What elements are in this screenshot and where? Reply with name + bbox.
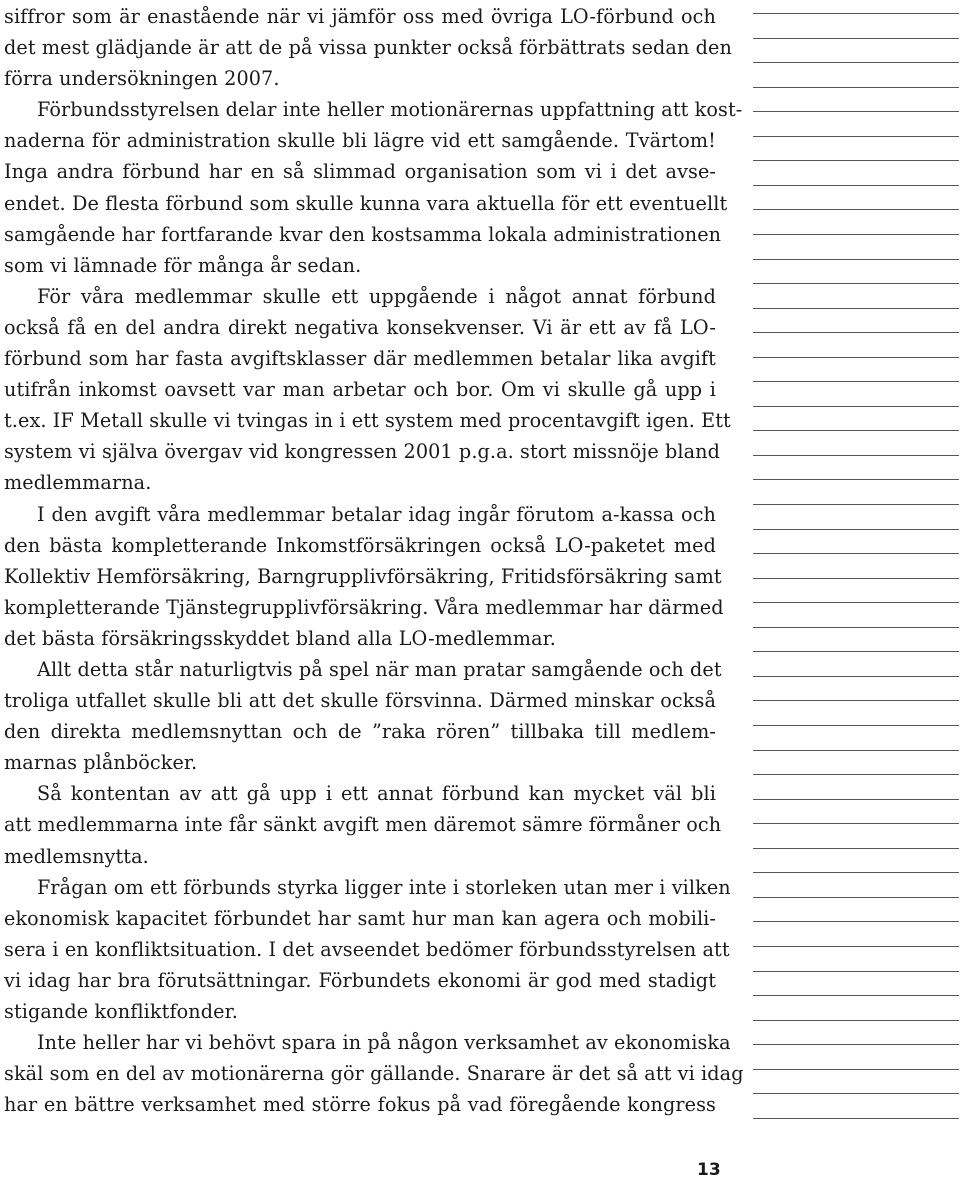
text-line: t.ex. IF Metall skulle vi tvingas in i ett system med procentavgift igen. Ett bbox=[4, 409, 731, 433]
text-line: endet. De flesta förbund som skulle kunna vara aktuella för ett eventuellt bbox=[4, 191, 728, 215]
note-line bbox=[753, 504, 959, 505]
note-line bbox=[753, 209, 959, 210]
text-line: medlemmarna. bbox=[4, 471, 152, 495]
note-line bbox=[753, 259, 959, 260]
note-line bbox=[753, 1093, 959, 1094]
text-line: troliga utfallet skulle bli att det skulle försvinna. Därmed minskar också bbox=[4, 689, 716, 713]
note-line bbox=[753, 799, 959, 800]
body-text bbox=[4, 1, 744, 1120]
note-line bbox=[753, 1020, 959, 1021]
note-line bbox=[753, 136, 959, 137]
text-line: utifrån inkomst oavsett var man arbetar och bor. Om vi skulle gå upp i bbox=[4, 378, 716, 402]
text-line: Förbundsstyrelsen delar inte heller motionärernas uppfattning att kost- bbox=[37, 98, 743, 122]
note-line bbox=[753, 1069, 959, 1070]
paragraph bbox=[4, 872, 731, 1027]
note-line bbox=[753, 529, 959, 530]
text-line: att medlemmarna inte får sänkt avgift men däremot sämre förmåner och bbox=[4, 813, 722, 837]
paragraph bbox=[4, 654, 722, 778]
note-line bbox=[753, 430, 959, 431]
text-line: det mest glädjande är att de på vissa punkter också förbättrats sedan den bbox=[4, 36, 732, 60]
note-line bbox=[753, 848, 959, 849]
note-line bbox=[753, 332, 959, 333]
text-line: marnas plånböcker. bbox=[4, 751, 198, 775]
text-line: vi idag har bra förutsättningar. Förbundets ekonomi är god med stadigt bbox=[4, 968, 716, 992]
note-line bbox=[753, 872, 959, 873]
note-line bbox=[753, 62, 959, 63]
text-line: Frågan om ett förbunds styrka ligger inte i storleken utan mer i vilken bbox=[37, 875, 731, 899]
note-line bbox=[753, 602, 959, 603]
text-line: kompletterande Tjänstegrupplivförsäkring. Våra medlemmar har därmed bbox=[4, 595, 724, 619]
text-line: siffror som är enastående när vi jämför oss med övriga LO-förbund och bbox=[4, 5, 716, 28]
note-line bbox=[753, 381, 959, 382]
note-line bbox=[753, 823, 959, 824]
text-line: system vi själva övergav vid kongressen 2001 p.g.a. stort missnöje bland bbox=[4, 440, 720, 464]
paragraph bbox=[4, 281, 731, 499]
note-line bbox=[753, 111, 959, 112]
note-line bbox=[753, 87, 959, 88]
text-line: stigande konfliktfonder. bbox=[4, 1000, 238, 1023]
note-line bbox=[753, 946, 959, 947]
text-line: har en bättre verksamhet med större fokus på vad föregående kongress bbox=[4, 1093, 716, 1117]
note-line bbox=[753, 185, 959, 186]
note-line bbox=[753, 1044, 959, 1045]
note-line bbox=[753, 700, 959, 701]
paragraph bbox=[4, 1027, 744, 1120]
text-line: den bästa kompletterande Inkomstförsäkringen också LO-paketet med bbox=[4, 533, 716, 557]
text-line: Kollektiv Hemförsäkring, Barngrupplivförsäkring, Fritidsförsäkring samt bbox=[4, 564, 722, 588]
note-line bbox=[753, 283, 959, 284]
text-line: För våra medlemmar skulle ett uppgående i något annat förbund bbox=[37, 284, 716, 308]
note-line bbox=[753, 921, 959, 922]
text-line: det bästa försäkringsskyddet bland alla LO-medlemmar. bbox=[4, 626, 556, 650]
note-line bbox=[753, 651, 959, 652]
note-line bbox=[753, 13, 959, 14]
note-line bbox=[753, 971, 959, 972]
note-line bbox=[753, 553, 959, 554]
text-line: Inte heller har vi behövt spara in på någon verksamhet av ekonomiska bbox=[37, 1031, 731, 1055]
text-line: som vi lämnade för många år sedan. bbox=[4, 253, 362, 277]
note-line bbox=[753, 38, 959, 39]
text-line: förbund som har fasta avgiftsklasser där medlemmen betalar lika avgift bbox=[4, 347, 716, 371]
paragraph bbox=[4, 1, 732, 94]
text-line: Allt detta står naturligtvis på spel när man pratar samgående och det bbox=[37, 657, 722, 681]
text-line: naderna för administration skulle bli lägre vid ett samgående. Tvärtom! bbox=[4, 129, 716, 153]
text-line: Så kontentan av att gå upp i ett annat förbund kan mycket väl bli bbox=[37, 782, 716, 806]
note-line bbox=[753, 995, 959, 996]
paragraph bbox=[4, 499, 724, 654]
notes-lines bbox=[753, 0, 959, 1130]
text-line: samgående har fortfarande kvar den kostsamma lokala administrationen bbox=[4, 222, 722, 246]
text-line: också få en del andra direkt negativa konsekvenser. Vi är ett av få LO- bbox=[4, 315, 716, 339]
text-line: skäl som en del av motionärerna gör gällande. Snarare är det så att vi idag bbox=[4, 1062, 744, 1086]
text-line: medlemsnytta. bbox=[4, 844, 149, 868]
text-line: förra undersökningen 2007. bbox=[4, 67, 280, 91]
note-line bbox=[753, 479, 959, 480]
note-line bbox=[753, 774, 959, 775]
text-line: sera i en konfliktsituation. I det avseendet bedömer förbundsstyrelsen att bbox=[4, 937, 730, 961]
note-line bbox=[753, 234, 959, 235]
note-line bbox=[753, 357, 959, 358]
note-line bbox=[753, 725, 959, 726]
text-line: Inga andra förbund har en så slimmad organisation som vi i det avse- bbox=[4, 160, 716, 184]
paragraph bbox=[4, 94, 743, 281]
note-line bbox=[753, 455, 959, 456]
page-number: 13 bbox=[697, 1160, 721, 1180]
text-line: ekonomisk kapacitet förbundet har samt hur man kan agera och mobili- bbox=[4, 906, 716, 930]
note-line bbox=[753, 750, 959, 751]
note-line bbox=[753, 160, 959, 161]
note-line bbox=[753, 578, 959, 579]
text-line: I den avgift våra medlemmar betalar idag ingår förutom a-kassa och bbox=[37, 502, 716, 526]
note-line bbox=[753, 676, 959, 677]
text-line: den direkta medlemsnyttan och de ”raka rören” tillbaka till medlem- bbox=[4, 720, 716, 744]
note-line bbox=[753, 406, 959, 407]
note-line bbox=[753, 1118, 959, 1119]
paragraph bbox=[4, 778, 722, 871]
note-line bbox=[753, 627, 959, 628]
note-line bbox=[753, 897, 959, 898]
note-line bbox=[753, 308, 959, 309]
